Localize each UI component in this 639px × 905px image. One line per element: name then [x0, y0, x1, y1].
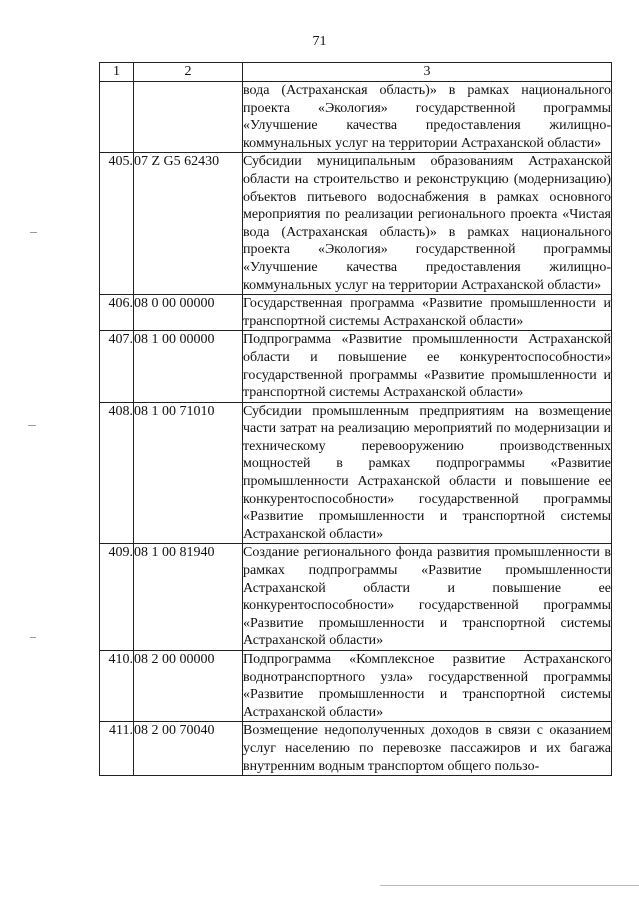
table-row — [100, 295, 612, 331]
row-description: Подпрограмма «Комплексное развитие Астраханского воднотранспортного узла» государственной программы «Развитие промышленности и транспортной системы Астраханской области» — [243, 651, 612, 722]
row-code: 08 0 00 00000 — [134, 295, 243, 331]
row-description: Создание регионального фонда развития промышленности в рамках подпрограммы «Развитие промышленности Астраханской области и повышение ее конкурентоспособности» государственной программы «Развитие промышленности и транспортной системы Астраханской области» — [243, 544, 612, 651]
header-col-3: 3 — [243, 63, 612, 82]
row-number: 405. — [100, 153, 134, 295]
row-description: Возмещение недополученных доходов в связи с оказанием услуг населению по перевозке пассажиров и их багажа внутренним водным транспортом общего пользо- — [243, 722, 612, 776]
scan-mark — [28, 425, 36, 426]
table-row — [100, 82, 612, 153]
row-number: 406. — [100, 295, 134, 331]
row-code: 08 1 00 71010 — [134, 402, 243, 544]
header-col-1: 1 — [100, 63, 134, 82]
budget-classification-table — [99, 62, 612, 776]
scan-mark — [30, 232, 37, 233]
row-code: 07 Z G5 62430 — [134, 153, 243, 295]
row-description: Субсидии муниципальным образованиям Астраханской области на строительство и реконструкцию (модернизацию) объектов питьевого водоснабжения в рамках основного мероприятия по реализации регионального проекта «Чистая вода (Астраханская область)» в рамках национального проекта «Экология» государственной программы «Улучшение качества предоставления жилищно-коммунальных услуг на территории Астраханской области» — [243, 153, 612, 295]
table-header-row — [100, 63, 612, 82]
table-row — [100, 544, 612, 651]
row-number: 407. — [100, 331, 134, 402]
row-number: 410. — [100, 651, 134, 722]
table-row — [100, 153, 612, 295]
row-description: Государственная программа «Развитие промышленности и транспортной системы Астраханской области» — [243, 295, 612, 331]
row-code: 08 1 00 81940 — [134, 544, 243, 651]
scan-mark — [30, 637, 36, 638]
row-number: 408. — [100, 402, 134, 544]
table-row — [100, 402, 612, 544]
table-row — [100, 651, 612, 722]
table-row — [100, 722, 612, 776]
row-description: вода (Астраханская область)» в рамках национального проекта «Экология» государственной программы «Улучшение качества предоставления жилищно-коммунальных услуг на территории Астраханской области» — [243, 82, 612, 153]
header-col-2: 2 — [134, 63, 243, 82]
scan-edge-line — [380, 885, 639, 886]
table-row — [100, 331, 612, 402]
row-code: 08 2 00 70040 — [134, 722, 243, 776]
row-code: 08 1 00 00000 — [134, 331, 243, 402]
row-number: 409. — [100, 544, 134, 651]
row-number — [100, 82, 134, 153]
row-number: 411. — [100, 722, 134, 776]
page-number: 71 — [312, 34, 327, 49]
row-description: Подпрограмма «Развитие промышленности Астраханской области и повышение ее конкурентоспособности» государственной программы «Развитие промышленности и транспортной системы Астраханской области» — [243, 331, 612, 402]
row-description: Субсидии промышленным предприятиям на возмещение части затрат на реализацию мероприятий по модернизации и техническому перевооружению производственных мощностей в рамках подпрограммы «Развитие промышленности Астраханской области и повышение ее конкурентоспособности» государственной программы «Развитие промышленности и транспортной системы Астраханской области» — [243, 402, 612, 544]
row-code — [134, 82, 243, 153]
row-code: 08 2 00 00000 — [134, 651, 243, 722]
